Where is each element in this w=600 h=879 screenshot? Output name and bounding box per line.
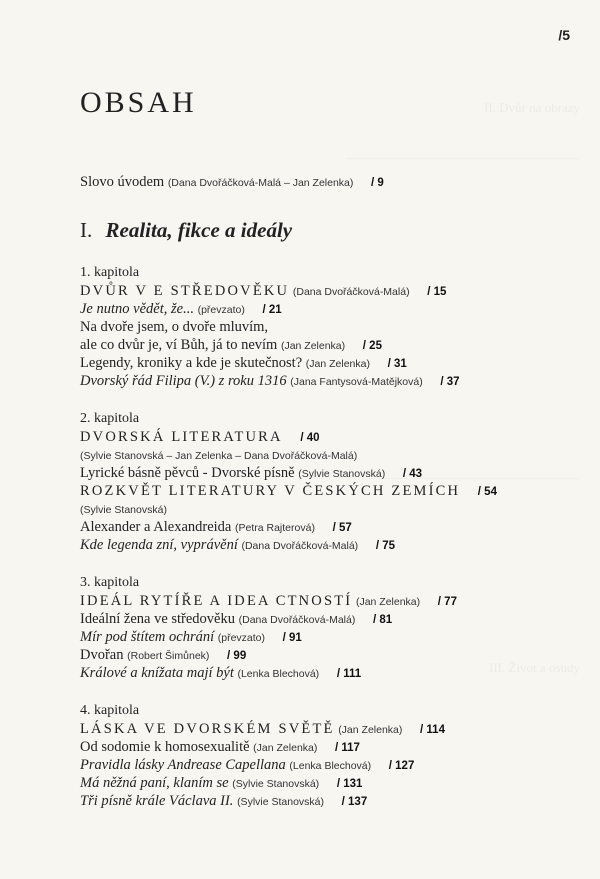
toc-entry[interactable] xyxy=(80,336,382,355)
entry-page: / 127 xyxy=(388,760,415,772)
toc-entry[interactable] xyxy=(80,646,246,665)
entry-page: / 40 xyxy=(300,432,320,444)
entry-page: / 25 xyxy=(362,340,382,352)
entry-title: Lyrické básně pěvců - Dvorské písně xyxy=(80,465,295,481)
entry-page: / 137 xyxy=(341,796,368,808)
entry-authors: (Dana Dvořáčková-Malá – Jan Zelenka) xyxy=(167,177,354,189)
entry-page: / 111 xyxy=(336,668,362,680)
entry-page: / 75 xyxy=(375,540,395,552)
chapter-title: IDEÁL RYTÍŘE A IDEA CTNOSTÍ xyxy=(80,593,353,609)
entry-title: Mír pod štítem ochrání xyxy=(80,629,215,645)
entry-authors: (Dana Dvořáčková-Malá) xyxy=(292,286,410,298)
entry-page: / 114 xyxy=(420,724,445,736)
entry-page: / 77 xyxy=(437,596,457,608)
entry-page: / 117 xyxy=(335,742,360,754)
entry-authors: (Jan Zelenka) xyxy=(280,340,346,352)
toc-entry-intro[interactable] xyxy=(80,173,384,192)
toc-entry[interactable] xyxy=(80,318,268,336)
bleed-through-text xyxy=(346,150,580,166)
entry-title: Dvorský řád Filipa (V.) z roku 1316 xyxy=(80,373,287,389)
entry-title: Je nutno vědět, že... xyxy=(80,301,194,317)
entry-title: Králové a knížata mají být xyxy=(80,665,234,681)
section-heading xyxy=(80,218,292,243)
toc-entry[interactable] xyxy=(80,372,460,391)
entry-title: Kde legenda zní, vyprávění xyxy=(80,537,238,553)
entry-authors: (Sylvie Stanovská) xyxy=(80,504,167,516)
entry-title: Alexander a Alexandreida xyxy=(80,519,232,535)
entry-page: / 37 xyxy=(440,376,460,388)
chapter-label: 2. kapitola xyxy=(80,411,140,426)
toc-entry[interactable] xyxy=(80,518,352,537)
entry-page: / 15 xyxy=(427,286,447,298)
entry-page: / 81 xyxy=(372,614,393,626)
entry-page: / 31 xyxy=(387,358,407,370)
entry-authors: (Jan Zelenka) xyxy=(355,596,421,608)
entry-title: Slovo úvodem xyxy=(80,174,165,190)
entry-title: Tři písně krále Václava II. xyxy=(80,793,234,809)
entry-authors: (Dana Dvořáčková-Malá) xyxy=(241,540,359,552)
chapter-title: LÁSKA VE DVORSKÉM SVĚTĚ xyxy=(80,721,335,737)
bleed-through-text xyxy=(489,660,580,676)
toc-entry[interactable] xyxy=(80,774,362,793)
toc-entry[interactable] xyxy=(80,464,422,483)
entry-page: / 54 xyxy=(477,486,497,498)
entry-page: / 21 xyxy=(262,304,282,316)
toc-entry[interactable] xyxy=(80,756,414,775)
entry-page: / 43 xyxy=(402,468,423,480)
toc-entry[interactable] xyxy=(80,664,361,683)
entry-authors: (Robert Šimůnek) xyxy=(127,650,210,662)
entry-title: Legendy, kroniky a kde je skutečnost? xyxy=(80,355,303,371)
section-name: Realita, fikce a ideály xyxy=(105,218,293,242)
entry-authors: (Petra Rajterová) xyxy=(235,522,315,534)
chapter-heading[interactable] xyxy=(80,720,445,739)
entry-authors: (Jan Zelenka) xyxy=(305,358,370,370)
entry-page: / 131 xyxy=(336,778,363,790)
entry-authors: (Sylvie Stanovská – Jan Zelenka – Dana Dvořáčková-Malá) xyxy=(80,450,358,462)
section-number: I. xyxy=(80,218,93,242)
entry-page: / 91 xyxy=(282,632,302,644)
entry-authors: (Dana Dvořáčková-Malá) xyxy=(238,614,356,626)
toc-entry[interactable] xyxy=(80,610,392,629)
chapter-label: 4. kapitola xyxy=(80,703,140,718)
toc-entry[interactable] xyxy=(80,354,407,373)
entry-authors-line xyxy=(80,500,167,519)
toc-entry[interactable] xyxy=(80,536,395,555)
entry-page: / 9 xyxy=(371,177,384,189)
bleed-through-text xyxy=(484,100,580,116)
entry-authors: (Jana Fantysová-Matějková) xyxy=(290,376,423,388)
chapter-heading-authors xyxy=(80,446,357,465)
toc-entry[interactable] xyxy=(80,628,302,647)
entry-authors: (Lenka Blechová) xyxy=(237,668,320,680)
entry-title: Pravidla lásky Andrease Capellana xyxy=(80,757,286,773)
toc-entry[interactable] xyxy=(80,792,367,811)
toc-entry[interactable] xyxy=(80,482,497,501)
entry-title: Ideální žena ve středověku xyxy=(80,611,235,627)
chapter-label: 1. kapitola xyxy=(80,265,140,280)
chapter-title: DVŮR V E STŘEDOVĚKU xyxy=(80,283,290,299)
entry-authors: (převzato) xyxy=(217,632,266,644)
chapter-heading[interactable] xyxy=(80,592,457,611)
entry-title: ale co dvůr je, ví Bůh, já to nevím xyxy=(80,337,278,353)
entry-authors: (Sylvie Stanovská) xyxy=(232,778,320,790)
entry-page: / 99 xyxy=(227,650,247,662)
page-title: OBSAH xyxy=(80,86,197,119)
entry-title: Má něžná paní, klaním se xyxy=(80,775,229,791)
entry-authors: (Jan Zelenka) xyxy=(338,724,403,736)
chapter-heading[interactable] xyxy=(80,428,320,447)
entry-page: / 57 xyxy=(332,522,352,534)
toc-entry[interactable] xyxy=(80,738,360,757)
entry-title: Od sodomie k homosexualitě xyxy=(80,739,250,755)
entry-authors: (Sylvie Stanovská) xyxy=(237,796,325,808)
chapter-label: 3. kapitola xyxy=(80,575,140,590)
chapter-heading[interactable] xyxy=(80,282,446,301)
chapter-title: DVORSKÁ LITERATURA xyxy=(80,429,283,445)
entry-title: ROZKVĚT LITERATURY V ČESKÝCH ZEMÍCH xyxy=(80,483,461,499)
entry-authors: (převzato) xyxy=(197,304,245,316)
entry-authors: (Lenka Blechová) xyxy=(289,760,372,772)
entry-authors: (Sylvie Stanovská) xyxy=(298,468,386,480)
page-number: /5 xyxy=(558,27,570,43)
entry-title: Dvořan xyxy=(80,647,124,663)
entry-title: Na dvoře jsem, o dvoře mluvím, xyxy=(80,319,269,335)
toc-entry[interactable] xyxy=(80,300,282,319)
entry-authors: (Jan Zelenka) xyxy=(253,742,318,754)
